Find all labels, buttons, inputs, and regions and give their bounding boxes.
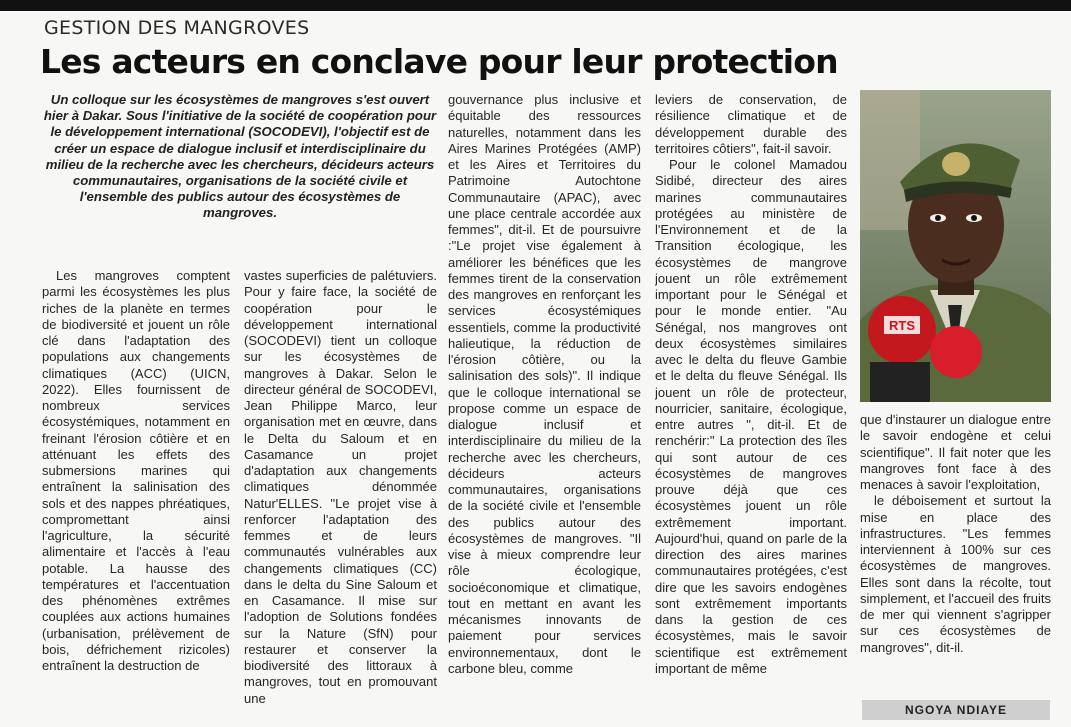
- portrait-illustration: [860, 90, 1051, 402]
- author-signature: NGOYA NDIAYE: [862, 700, 1050, 720]
- paragraph: Pour le colonel Mamadou Sidibé, directeur des aires marines communautaires protégées au ministère de l'Environnement et de la Transition écologique, les écosystèmes de mangrove jouent un rôle extrêmement important pour le Sénégal et pour le monde entier. "Au Sénégal, nos mangroves ont deux écosystèmes similaires avec le delta du fleuve Gambie et le delta du fleuve Sénégal. Ils jouent un rôle de protecteur, nourricier, sanitaire, écologique, entre autres ", dit-il. Et de renchérir:" La protection des îles qui sont autour de ces écosystèmes de mangroves prouve déjà que ces écosystèmes jouent un rôle extrêmement important. Aujourd'hui, quand on parle de la direction des aires marines communautaires protégées, c'est dire que les savoirs endogènes sont extrêmement importants dans la gestion de ces écosystèmes, mais le savoir scientifique est extrêmement important de même: [655, 157, 847, 676]
- column-1: [42, 268, 230, 720]
- paragraph: gouvernance plus inclusive et équitable des ressources naturelles, notamment dans les Aires Marines Protégées (AMP) et les Aires et Territoires du Patrimoine Autochtone Communautaire (APAC), avec une place centrale accordée aux femmes", dit-il. Et de poursuivre :"Le projet vise également à améliorer les bénéfices que les femmes tirent de la conservation des mangroves en renforçant les services écosystémiques essentiels, comme la productivité halieutique, la réduction de l'érosion côtière, ou la salinisation des sols)". Il indique que le colloque international se propose comme un espace de dialogue inclusif et interdisciplinaire du milieu de la recherche avec les chercheurs, décideurs acteurs communautaires, organisations de la société civile et l'ensemble des publics autour des écosystèmes de mangroves. "Il vise à mieux comprendre leur rôle écologique, socioéconomique et climatique, tout en mettant en avant les mécanismes innovants de paiement pour services environnementaux, dont le carbone bleu, comme: [448, 92, 641, 676]
- column-2: [244, 268, 437, 720]
- column-5: [860, 412, 1051, 692]
- portrait-photo: [860, 90, 1051, 402]
- column-3: [448, 92, 641, 720]
- top-border: [0, 0, 1071, 11]
- paragraph: le déboisement et surtout la mise en place des infrastructures. "Les femmes interviennent à 100% sur ces écosystèmes de mangroves. Elles sont dans la récolte, tout simplement, et l'accueil des fruits de mer qui viennent s'agripper sur ces écosystèmes de mangroves", dit-il.: [860, 493, 1051, 655]
- section-kicker: GESTION DES MANGROVES: [44, 17, 310, 39]
- paragraph: leviers de conservation, de résilience climatique et de développement durable des territoires côtiers", fait-il savoir.: [655, 92, 847, 156]
- article-lead: Un colloque sur les écosystèmes de mangroves s'est ouvert hier à Dakar. Sous l'initiative de la société de coopération pour le développement international (SOCODEVI), l'objectif est de créer un espace de dialogue inclusif et interdisciplinaire du milieu de la recherche avec les chercheurs, décideurs acteurs communautaires, organisations de la société civile et l'ensemble des publics autour des écosystèmes de mangroves.: [43, 92, 437, 221]
- paragraph: Les mangroves comptent parmi les écosystèmes les plus riches de la planète en termes de biodiversité et jouent un rôle clé dans l'adaptation des populations aux changements climatiques (ACC) (UICN, 2022). Elles fournissent de nombreux services écosystémiques, notamment en freinant l'érosion côtière et en atténuant les effets des submersions marines qui entraînent la salinisation des sols et des nappes phréatiques, compromettant ainsi l'agriculture, la sécurité alimentaire et l'accès à l'eau potable. La hausse des températures et l'accentuation des phénomènes extrêmes couplées aux actions humaines (urbanisation, prélèvement de bois, défrichement rizicoles) entraînent la destruction de: [42, 268, 230, 673]
- paragraph: que d'instaurer un dialogue entre le savoir endogène et celui scientifique". Il fait noter que les mangroves font face à des menaces à savoir l'exploitation,: [860, 412, 1051, 492]
- column-4: [655, 92, 847, 720]
- mic-label: RTS: [889, 318, 915, 333]
- paragraph: vastes superficies de palétuviers. Pour y faire face, la société de coopération pour le développement international (SOCODEVI) tient un colloque sur les écosystèmes de mangroves à Dakar. Selon le directeur général de SOCODEVI, Jean Philippe Marco, leur organisation met en œuvre, dans le Delta du Saloum et en Casamance un projet d'adaptation aux changements climatiques dénommée Natur'ELLES. "Le projet vise à renforcer l'adaptation des femmes et de leurs communautés vulnérables aux changements climatiques (CC) dans le delta du Sine Saloum et en Casamance. Il mise sur l'adoption de Solutions fondées sur la Nature (SfN) pour restaurer et conserver la biodiversité des littoraux à mangroves, tout en promouvant une: [244, 268, 437, 706]
- article-headline: Les acteurs en conclave pour leur protection: [40, 42, 838, 81]
